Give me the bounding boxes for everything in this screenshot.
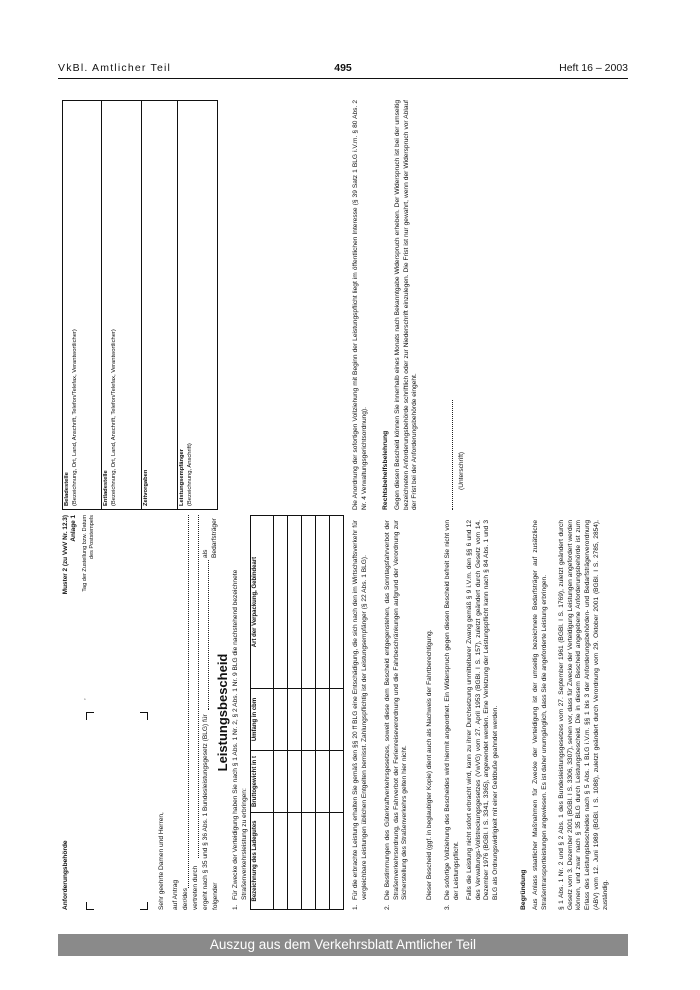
paragraph: Für die erbrachte Leistung erhalten Sie gemäß den §§ 20 ff BLG eine Entschädigung, die sich nach den im Wirtschaftsverkehr für vergleichbare Leistungen üblichen Entgelten bemisst. Zahlungspflichtig ist der Leistungsempfänger (§ 22 Abs. 1 BLG).	[352, 520, 368, 900]
authority-label: Anforderungsbehörde	[62, 840, 69, 910]
col-verpackung: Art der Verpackung, Gebindeart	[251, 516, 274, 689]
entladestelle-label: Entladestelle	[103, 470, 109, 506]
fill-line[interactable]	[188, 515, 189, 888]
signature-label: (Unterschrift)	[458, 451, 465, 490]
paragraph: Dieser Bescheid (ggf. in beglaubigter Kopie) dient auch als Nachweis der Fahrtberechtigung.	[426, 629, 433, 900]
fill-line[interactable]	[198, 515, 199, 858]
table-row[interactable]	[288, 516, 302, 910]
paragraph: Aus Anlass staatlicher Maßnahmen für Zwecke der Verteidigung ist der umseitig bezeichnete Bedarfsträger auf zusätzliche Straßentransportleistungen angewiesen. Es ist daher unumgänglich, dass Sie die angeforderte Leistung erbringen.	[532, 520, 548, 910]
para-number: 3.	[444, 904, 451, 910]
col-umfang: Umfang in cbm	[251, 689, 274, 751]
address-corner	[140, 902, 148, 910]
form-column	[62, 515, 342, 910]
issue-label: Heft 16 – 2003	[559, 62, 628, 74]
anlage-ref: Anlage 1	[70, 515, 78, 542]
header-rule	[58, 78, 628, 79]
paragraph: Die Bestimmungen des Güterkraftverkehrsgesetzes, soweit diese dem Bescheid entgegenstehen, das Sonntagsfahrverbot der Straßenverkehrsordnung, das Fahrverbot der Ferienreiseverordnung und die Fahrbeschränkungen aufgrund der Verordnung zur Sicherstellung des Straßenverkehrs gelten hier nicht.	[384, 520, 409, 900]
form-boxes	[62, 100, 342, 510]
ergeht-text: ergeht nach § 35 und § 36 Abs. 1 Bundesleistungsgesetz (BLG) für	[202, 714, 209, 910]
address-corner	[140, 712, 148, 720]
comma-mark: ,	[80, 698, 87, 700]
item-number: 1.	[232, 904, 239, 910]
table-row[interactable]	[302, 516, 316, 910]
item-text: Für Zwecke der Verteidigung haben Sie nach § 1 Abs. 1 Nr. 2, § 2 Abs. 1 Nr. 9 BLG die nachstehend bezeichnete Straßenverkehrsleistung zu erbringen:	[232, 569, 248, 900]
fill-line[interactable]	[208, 560, 209, 710]
address-corner	[86, 712, 94, 720]
col-ladegut: Bezeichnung des Ladegutes	[251, 813, 274, 910]
section-title-rechtsbehelf: Rechtsbehelfsbelehrung	[382, 430, 389, 510]
paragraph: Falls die Leistung nicht sofort erbracht wird, kann zu ihrer Durchsetzung unmittelbarer Zwang gemäß § 9 i.V.m. den §§ 6 und 12 des Verwaltungs-Vollstreckungsgesetzes (VwVG) vom 27. April 1953 (BGBl. I S. 157), zuletzt geändert durch Gesetz vom 14. Dezember 1976 (BGBl. I S. 3341, 3365), angewendet werden. Eine Verletzung der Leistungspflicht kann nach § 84 Abs. 1 und 3 BLG als Ordnungswidrigkeit mit einer Geldbuße geahndet werden.	[466, 520, 500, 900]
table-header-row	[251, 516, 274, 910]
section-title-begruendung: Begründung	[520, 869, 527, 910]
para-number: 2.	[384, 904, 391, 910]
vertreten-label: vertreten durch	[192, 865, 199, 910]
empfaenger-note: (Bezeichnung, Anschrift)	[186, 443, 193, 506]
paragraph: Gegen diesen Bescheid können Sie innerhalb eines Monats nach Bekanntgabe Widerspruch erheben. Der Widerspruch ist bei der umseitig bezeichneten Anforderungsbehörde schriftlich oder zur Niederschrift einzulegen. Die Frist ist nur gewahrt, wenn der Widerspruch vor Ablauf der Frist bei der Anforderungsbehörde eingeht.	[394, 100, 419, 510]
bedarfstraeger-label: als Bedarfsträger	[202, 518, 218, 558]
salutation: Sehr geehrte Damen und Herren,	[158, 812, 165, 910]
rotated-form-page	[62, 90, 622, 910]
text-column	[352, 520, 620, 910]
table-row[interactable]	[330, 516, 344, 910]
auf-antrag-label: auf Antrag	[172, 879, 179, 910]
delivery-date-note: Tag der Zustellung bzw. Datum des Poststempels	[82, 515, 96, 592]
beladestelle-label: Beladestelle	[64, 472, 70, 506]
cargo-table	[250, 515, 344, 910]
paragraph: Die sofortige Vollziehung des Bescheides wird hiermit angeordnet. Ein Widerspruch gegen diesen Bescheid befreit Sie nicht von der Leistungspflicht.	[444, 520, 460, 900]
document-title: Leistungsbescheid	[215, 653, 230, 772]
signature-line[interactable]	[452, 400, 453, 510]
table-row[interactable]	[274, 516, 288, 910]
beladestelle-note: (Bezeichnung, Ort, Land, Anschrift, Telefon/Telefax, Verantwortlicher)	[71, 329, 78, 506]
muster-ref: Muster 2 (zu VwV Nr. 12.3)	[62, 515, 69, 595]
para-number: 1.	[352, 904, 359, 910]
journal-name: VkBl. Amtlicher Teil	[58, 62, 172, 74]
paragraph: Die Anordnung der sofortigen Vollziehung mit Beginn der Leistungspflicht liegt im öffentlichen Interesse (§ 39 Satz 1 BLG i.V.m. § 80 Abs. 2 Nr. 4 Verwaltungsgerichtsordnung).	[352, 100, 368, 510]
footer-banner: Auszug aus dem Verkehrsblatt Amtlicher Teil	[58, 934, 628, 956]
col-gewicht: Bruttogewicht in t	[251, 751, 274, 813]
empfaenger-box[interactable]	[178, 100, 218, 510]
zeitvorgaben-label: Zeitvorgaben	[143, 469, 149, 506]
address-corner	[86, 902, 94, 910]
der-des-label: der/des	[182, 888, 189, 910]
entladestelle-box[interactable]	[102, 100, 142, 510]
zeitvorgaben-box[interactable]	[142, 100, 178, 510]
folgender-label: folgender	[212, 882, 219, 910]
text-column-continued	[352, 100, 620, 510]
table-row[interactable]	[316, 516, 330, 910]
paragraph: § 1 Abs. 1 Nr. 2 und § 2 Abs. 1 des Bundesleistungsgesetzes vom 27. September 1961 (BGBl. I S. 1769), zuletzt geändert durch Gesetz vom 3. Dezember 2001 (BGBl. I S. 3306, 3307), sehen vor, dass für Zwecke der Verteidigung Leistungen angefordert werden können, und zwar nach § 35 BLG durch Leistungsbescheid. Die in diesem Bescheid angegebene Anforderungsbehörde ist zum Erlass des Leistungsbescheides nach § 5 Abs. 1 BLG i.V.m. §§ 1 bis 3 der Anforderungsbehörden- und Bedarfsträgerverordnung (ABV) vom 12. Juni 1989 (BGBl. I S. 1088), zuletzt geändert durch Verordnung vom 29. Oktober 2001 (BGBl. I S. 2785, 2854), zuständig.	[558, 520, 609, 910]
page-number: 495	[334, 62, 352, 74]
entladestelle-note: (Bezeichnung, Ort, Land, Anschrift, Telefon/Telefax, Verantwortlicher)	[110, 329, 117, 506]
beladestelle-box[interactable]	[62, 100, 102, 510]
empfaenger-label: Leistungsempfänger	[179, 448, 185, 506]
muster-label	[62, 515, 79, 594]
